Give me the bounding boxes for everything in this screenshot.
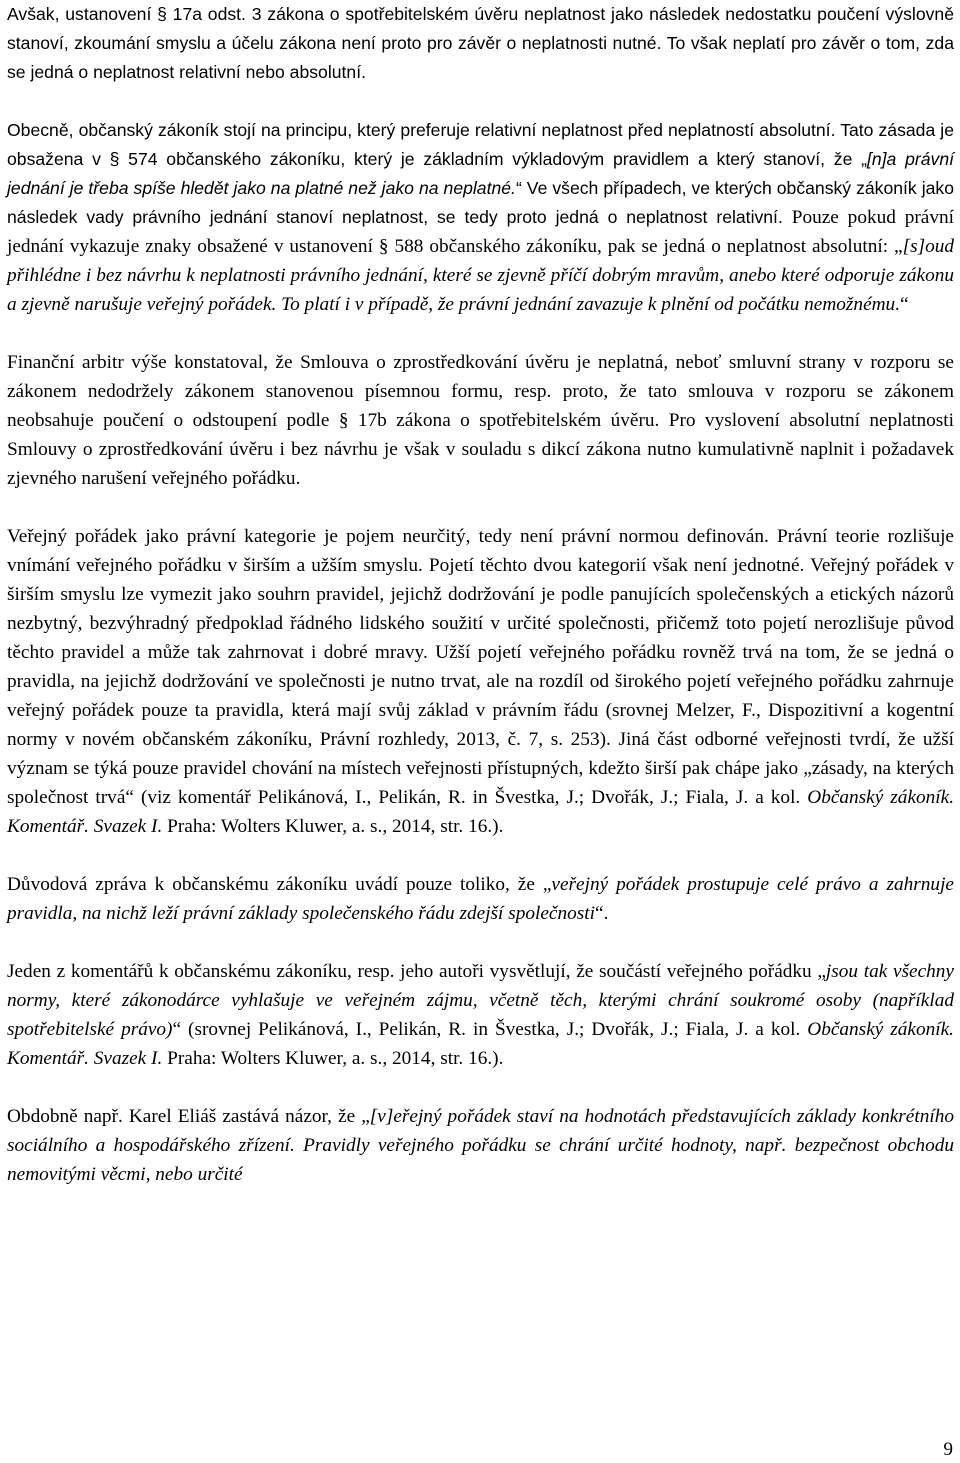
paragraph-4-book-title: Občanský zákoník. Komentář. Svazek I.: [7, 787, 955, 837]
paragraph-1-text: Avšak, ustanovení § 17a odst. 3 zákona o spotřebitelském úvěru neplatnost jako následek nedostatku poučení výslovně stanoví, zkoumání smyslu a účelu zákona není proto pro závěr o neplatnosti nutné. To však neplatí pro závěr o tom, zda se jedná o neplatnost relativní nebo absolutní.: [7, 4, 954, 82]
paragraph-gap: [7, 87, 954, 116]
paragraph-gap: [7, 841, 954, 870]
document-page: [7, 0, 954, 1189]
paragraph-4-citation: Praha: Wolters Kluwer, a. s., 2014, str. 16.).: [162, 816, 504, 837]
paragraph-7-quote: [v]eřejný pořádek staví na hodnotách představujících základy konkrétního sociálního a hospodářského zřízení. Pravidly veřejného pořádku se chrání určité hodnoty, např. bezpečnost obchodu nemovitými věcmi, nebo určité: [7, 1106, 954, 1185]
paragraph-6-book-title: Občanský zákoník. Komentář. Svazek I.: [7, 1019, 954, 1069]
paragraph-6-text: “ (srovnej Pelikánová, I., Pelikán, R. in Švestka, J.; Dvořák, J.; Fiala, J. a kol.: [172, 1019, 808, 1040]
paragraph-2-quote-close: “: [900, 294, 909, 315]
paragraph-6-text: Jeden z komentářů k občanskému zákoníku, resp. jeho autoři vysvětlují, že součástí veřejného pořádku „: [7, 961, 826, 982]
paragraph-4: [7, 522, 954, 841]
paragraph-2-text: Obecně, občanský zákoník stojí na principu, který preferuje relativní neplatnost před neplatností absolutní. Tato zásada je obsažena v § 574 občanského zákoníku, který je základním výkladovým pravidlem a který stanoví, že „: [7, 120, 954, 169]
paragraph-5-text: Důvodová zpráva k občanskému zákoníku uvádí pouze toliko, že „: [7, 874, 552, 895]
paragraph-gap: [7, 493, 954, 522]
paragraph-5: [7, 870, 954, 928]
paragraph-gap: [7, 319, 954, 348]
paragraph-2-text: “ Ve všech případech, ve kterých občanský zákoník jako následek vady právního jednání stanoví neplatnost, se tedy proto jedná o neplatnost relativní.: [7, 178, 954, 227]
paragraph-6-citation: Praha: Wolters Kluwer, a. s., 2014, str. 16.).: [162, 1048, 504, 1069]
paragraph-2: [7, 116, 954, 319]
paragraph-6: [7, 957, 954, 1073]
page-number: 9: [943, 1439, 953, 1460]
paragraph-2-quote-588: [s]oud přihlédne i bez návrhu k neplatnosti právního jednání, které se zjevně příčí dobrým mravům, anebo které odporuje zákonu a zjevně narušuje veřejný pořádek. To platí i v případě, že právní jednání zavazuje k plnění od počátku nemožnému.: [7, 236, 954, 315]
paragraph-1: [7, 0, 954, 87]
paragraph-3-text: Finanční arbitr výše konstatoval, že Smlouva o zprostředkování úvěru je neplatná, neboť smluvní strany v rozporu se zákonem nedodržely zákonem stanovenou písemnou formu, resp. proto, že tato smlouva v rozporu se zákonem neobsahuje poučení o odstoupení podle § 17b zákona o spotřebitelském úvěru. Pro vyslovení absolutní neplatnosti Smlouvy o zprostředkování úvěru i bez návrhu je však v souladu s dikcí zákona nutno kumulativně naplnit i požadavek zjevného narušení veřejného pořádku.: [7, 352, 954, 489]
paragraph-4-text: Veřejný pořádek jako právní kategorie je pojem neurčitý, tedy není právní normou definován. Právní teorie rozlišuje vnímání veřejného pořádku v širším a užším smyslu. Pojetí těchto dvou kategorií však není jednotné. Veřejný pořádek v širším smyslu lze vymezit jako souhrn pravidel, jejichž dodržování je podle panujících společenských a etických názorů nezbytný, bezvýhradný předpoklad řádného lidského soužití v určité společnosti, přičemž toto pojetí nerozlišuje původ těchto pravidel a může tak zahrnovat i dobré mravy. Užší pojetí veřejného pořádku rovněž trvá na tom, že se jedná o pravidla, na jejichž dodržování ve společnosti je nutno trvat, ale na rozdíl od širokého pojetí veřejného pořádku zahrnuje veřejný pořádek pouze ta pravidla, která mají svůj základ v právním řádu (srovnej Melzer, F., Dispozitivní a kogentní normy v novém občanském zákoníku, Právní rozhledy, 2013, č. 7, s. 253). Jiná část odborné veřejnosti tvrdí, že užší význam se týká pouze pravidel chování na místech veřejnosti přístupných, kdežto širší pak chápe jako „zásady, na kterých společnost trvá“ (viz komentář Pelikánová, I., Pelikán, R. in Švestka, J.; Dvořák, J.; Fiala, J. a kol.: [7, 526, 954, 808]
paragraph-6-quote: jsou tak všechny normy, které zákonodárce vyhlašuje ve veřejném zájmu, včetně těch, kterými chrání soukromé osoby (například spotřebitelské právo): [7, 961, 954, 1040]
paragraph-3: [7, 348, 954, 493]
paragraph-5-quote: veřejný pořádek prostupuje celé právo a zahrnuje pravidla, na nichž leží právní základy společenského řádu zdejší společnosti: [7, 874, 954, 924]
paragraph-gap: [7, 1073, 954, 1102]
paragraph-2-quote-574: [n]a právní jednání je třeba spíše hledět jako na platné než jako na neplatné.: [7, 149, 955, 198]
paragraph-7-text: Obdobně např. Karel Eliáš zastává názor, že „: [7, 1106, 370, 1127]
paragraph-7: [7, 1102, 954, 1189]
paragraph-gap: [7, 928, 954, 957]
paragraph-2-text-serif: Pouze pokud právní jednání vykazuje znaky obsažené v ustanovení § 588 občanského zákoníku, pak se jedná o neplatnost absolutní: „: [7, 207, 954, 257]
paragraph-5-quote-close: “.: [595, 903, 609, 924]
